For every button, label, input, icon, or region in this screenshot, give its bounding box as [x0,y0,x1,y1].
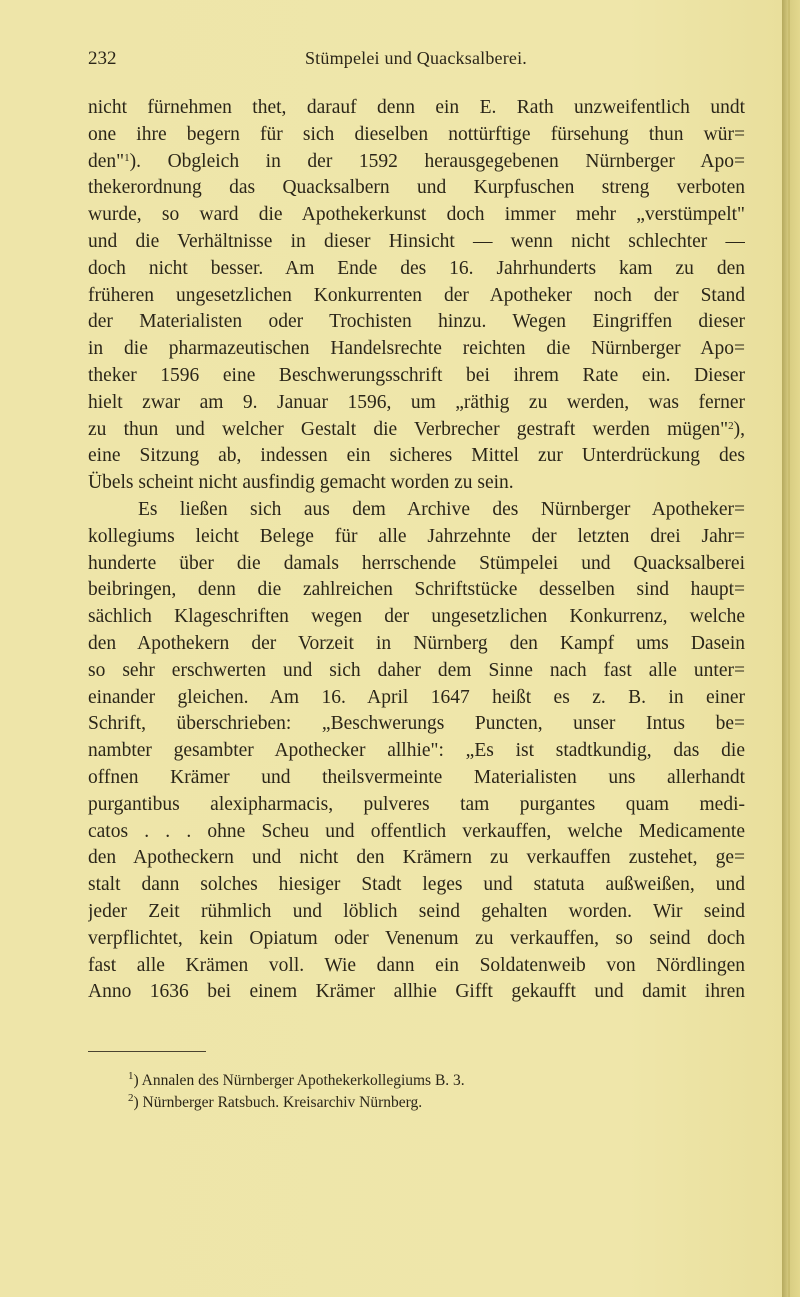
line-text: Übels scheint nicht ausfindig gemacht worden zu sein. [88,472,514,494]
line-text: kollegiums leicht Belege für alle Jahrzehnte der letzten drei Jahr= [88,525,745,547]
line-text: einander gleichen. Am 16. April 1647 heißt es z. B. in einer [88,686,745,708]
line-text: jeder Zeit rühmlich und löblich seind gehalten worden. Wir seind [88,900,745,922]
text-line [88,658,745,685]
footnote-reference: 2 [728,419,734,432]
line-text-continued: ), [733,418,745,440]
text-line [88,979,745,1006]
page-edge-line [788,0,790,1297]
text-line [88,685,745,712]
text-line [88,524,745,551]
line-text: eine Sitzung ab, indessen ein sicheres Mittel zur Unterdrückung des [88,445,745,467]
line-text: wurde, so ward die Apothekerkunst doch immer mehr „verstümpelt" [88,204,745,226]
text-line [88,309,745,336]
footnote-text: ) Annalen des Nürnberger Apothekerkollegiums B. 3. [133,1072,465,1089]
text-line [88,845,745,872]
line-text: so sehr erschwerten und sich daher dem Sinne nach fast alle unter= [88,659,745,681]
text-line [88,765,745,792]
line-text: doch nicht besser. Am Ende des 16. Jahrhunderts kam zu den [88,257,745,279]
text-line [88,899,745,926]
line-text: verpflichtet, kein Opiatum oder Venenum zu verkauffen, so seind doch [88,927,745,949]
running-title: Stümpelei und Quacksalberei. [304,48,528,68]
line-text: zu thun und welcher Gestalt die Verbrecher gestraft werden mügen" [88,418,729,440]
line-text: hunderte über die damals herrschende Stümpelei und Quacksalberei [88,552,745,574]
text-line [88,202,745,229]
text-line [88,577,745,604]
text-line [88,149,745,176]
line-text: der Materialisten oder Trochisten hinzu. Wegen Eingriffen dieser [88,311,745,333]
text-line [88,229,745,256]
text-line [88,953,745,980]
text-line [88,363,745,390]
footnotes [128,1070,465,1114]
line-text: nambter gesambter Apothecker allhie": „Es ist stadtkundig, das die [88,740,745,762]
text-line [88,390,745,417]
line-text: in die pharmazeutischen Handelsrechte reichten die Nürnberger Apo= [88,338,745,360]
line-text: beibringen, denn die zahlreichen Schriftstücke desselben sind haupt= [88,579,745,601]
line-text: offnen Krämer und theilsvermeinte Materialisten uns allerhandt [88,766,745,788]
text-line [88,417,745,444]
text-line [88,283,745,310]
text-line [88,926,745,953]
text-line [88,872,745,899]
line-text: den" [88,150,125,172]
line-text: nicht fürnehmen thet, darauf denn ein E. Rath unzweifentlich undt [88,97,745,118]
line-text-continued: ). Obgleich in der 1592 herausgegebenen Nürnberger Apo= [129,150,745,172]
text-line [88,738,745,765]
line-text: thekerordnung das Quacksalbern und Kurpfuschen streng verboten [88,177,745,199]
footnote-separator [88,1051,206,1052]
text-line [88,792,745,819]
page-header [88,48,744,74]
footnote-reference: 1 [124,151,130,164]
text-line [88,443,745,470]
text-line [88,95,745,122]
footnote-text: ) Nürnberger Ratsbuch. Kreisarchiv Nürnberg. [133,1094,423,1111]
footnote [128,1070,465,1092]
line-text: one ihre begern für sich dieselben nottürftige fürsehung thun wür= [88,123,745,145]
line-text: stalt dann solches hiesiger Stadt leges und statuta außweißen, und [88,874,745,896]
line-text: hielt zwar am 9. Januar 1596, um „räthig zu werden, was ferner [88,391,745,413]
line-text: purgantibus alexipharmacis, pulveres tam purgantes quam medi- [88,793,745,815]
line-text: und die Verhältnisse in dieser Hinsicht — wenn nicht schlechter — [88,230,745,252]
footnote [128,1092,465,1114]
text-line [88,470,745,497]
line-text: sächlich Klageschriften wegen der ungesetzlichen Konkurrenz, welche [88,606,745,628]
line-text: früheren ungesetzlichen Konkurrenten der Apotheker noch der Stand [88,284,745,306]
page-number: 232 [88,48,117,69]
text-line [88,122,745,149]
line-text: Schrift, überschrieben: „Beschwerungs Puncten, unser Intus be= [88,713,745,735]
body-text [88,95,745,1006]
text-line [88,336,745,363]
text-line [88,604,745,631]
text-line [88,819,745,846]
line-text: theker 1596 eine Beschwerungsschrift bei ihrem Rate ein. Dieser [88,364,745,386]
text-line [88,631,745,658]
line-text: den Apothekern der Vorzeit in Nürnberg den Kampf ums Dasein [88,632,745,654]
page-edge-shadow [782,0,800,1297]
text-line [88,256,745,283]
line-text: Anno 1636 bei einem Krämer allhie Gifft gekaufft und damit ihren [88,981,745,1003]
line-text: fast alle Krämen voll. Wie dann ein Soldatenweib von Nördlingen [88,954,745,976]
line-text: den Apotheckern und nicht den Krämern zu verkauffen zustehet, ge= [88,847,745,869]
text-line [88,551,745,578]
footnote-mark: 1 [128,1070,134,1082]
text-line [88,497,745,524]
text-line [88,175,745,202]
line-text: Es ließen sich aus dem Archive des Nürnberger Apotheker= [138,498,745,520]
text-line [88,711,745,738]
footnote-mark: 2 [128,1092,134,1104]
line-text: catos . . . ohne Scheu und offentlich verkauffen, welche Medicamente [88,820,745,842]
